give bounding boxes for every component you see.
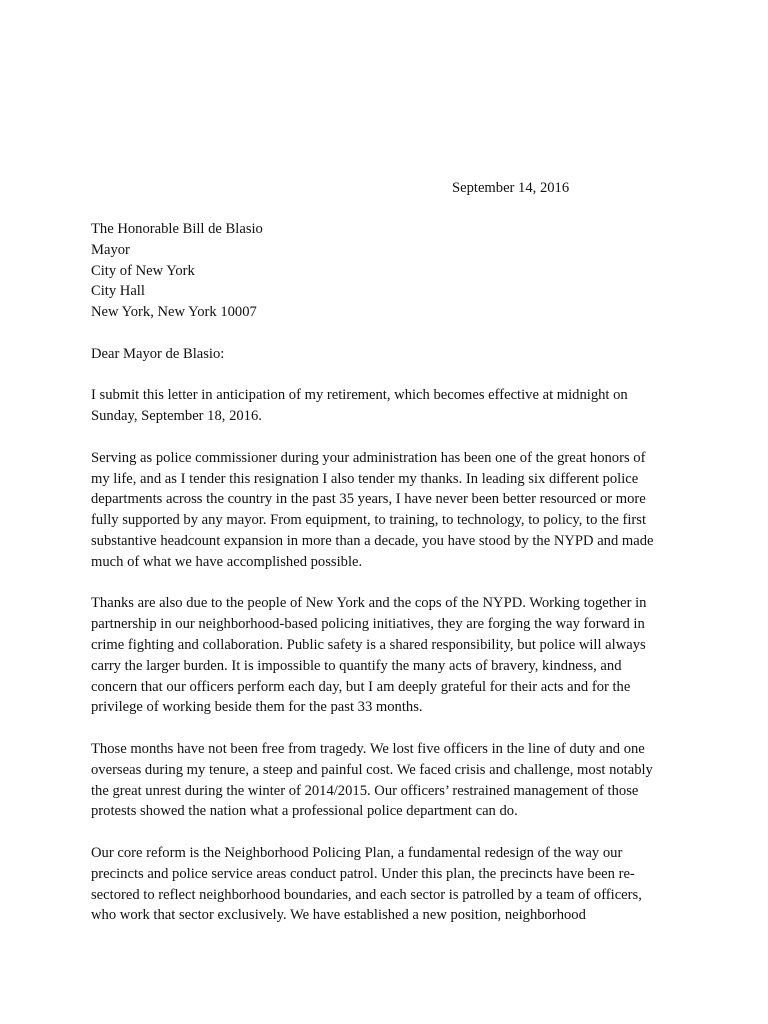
- paragraph-line: Sunday, September 18, 2016.: [91, 408, 262, 425]
- paragraph-line: Thanks are also due to the people of New York and the cops of the NYPD. Working together in: [91, 595, 647, 612]
- paragraph-line: fully supported by any mayor. From equipment, to training, to technology, to policy, to the first: [91, 512, 647, 529]
- paragraph-thanks-mayor: [91, 448, 679, 573]
- spacer: [91, 323, 679, 344]
- paragraph-line: my life, and as I tender this resignation I also tender my thanks. In leading six different police: [91, 470, 639, 487]
- paragraph-line: Serving as police commissioner during your administration has been one of the great honors of: [91, 449, 646, 466]
- spacer: [91, 718, 679, 739]
- paragraph-line: overseas during my tenure, a steep and painful cost. We faced crisis and challenge, most notably: [91, 761, 653, 778]
- address-line: Mayor: [91, 241, 130, 258]
- paragraph-tragedy: [91, 739, 679, 822]
- spacer: [91, 365, 679, 386]
- paragraph-thanks-people: [91, 593, 679, 718]
- paragraph-line: partnership in our neighborhood-based policing initiatives, they are forging the way forward in: [91, 616, 645, 633]
- letter-date: September 14, 2016: [452, 180, 570, 196]
- paragraph-line: who work that sector exclusively. We have established a new position, neighborhood: [91, 907, 586, 924]
- address-line: City of New York: [91, 262, 195, 279]
- recipient-address: [91, 219, 679, 323]
- paragraph-line: precincts and police service areas conduct patrol. Under this plan, the precincts have been re-: [91, 865, 635, 882]
- letter-body: [91, 219, 679, 926]
- paragraph-line: I submit this letter in anticipation of my retirement, which becomes effective at midnight on: [91, 387, 628, 404]
- paragraph-line: Those months have not been free from tragedy. We lost five officers in the line of duty and one: [91, 740, 645, 757]
- paragraph-line: departments across the country in the past 35 years, I have never been better resourced or more: [91, 491, 646, 508]
- address-line: New York, New York 10007: [91, 304, 257, 321]
- paragraph-line: privilege of working beside them for the past 33 months.: [91, 699, 423, 716]
- paragraph-line: the great unrest during the winter of 2014/2015. Our officers’ restrained management of those: [91, 782, 639, 799]
- address-line: City Hall: [91, 283, 145, 300]
- paragraph-retirement: [91, 385, 679, 427]
- salutation: Dear Mayor de Blasio:: [91, 345, 225, 362]
- paragraph-line: carry the larger burden. It is impossible to quantify the many acts of bravery, kindness, and: [91, 657, 622, 674]
- spacer: [91, 427, 679, 448]
- paragraph-line: sectored to reflect neighborhood boundaries, and each sector is patrolled by a team of officers,: [91, 886, 642, 903]
- spacer: [91, 822, 679, 843]
- paragraph-reform: [91, 843, 679, 926]
- paragraph-line: crime fighting and collaboration. Public safety is a shared responsibility, but police will always: [91, 636, 646, 653]
- spacer: [91, 573, 679, 594]
- paragraph-line: protests showed the nation what a professional police department can do.: [91, 803, 518, 820]
- paragraph-line: much of what we have accomplished possible.: [91, 553, 363, 570]
- paragraph-line: substantive headcount expansion in more than a decade, you have stood by the NYPD and made: [91, 532, 654, 549]
- paragraph-line: concern that our officers perform each day, but I am deeply grateful for their acts and for the: [91, 678, 631, 695]
- paragraph-line: Our core reform is the Neighborhood Policing Plan, a fundamental redesign of the way our: [91, 844, 623, 861]
- address-line: The Honorable Bill de Blasio: [91, 221, 263, 237]
